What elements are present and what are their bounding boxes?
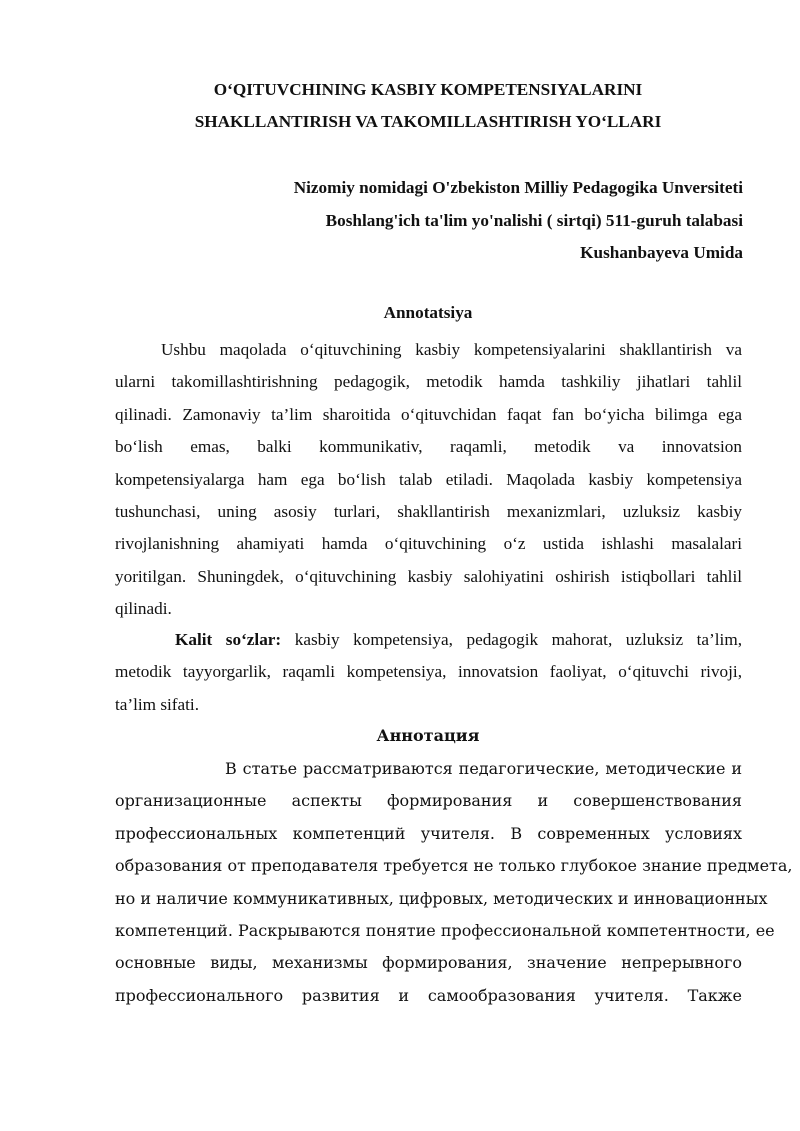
author-institution: Nizomiy nomidagi O'zbekiston Milliy Pedagogika Unversiteti xyxy=(293,178,743,197)
abstract-uz-line: tushunchasi, uning asosiy turlari, shakllantirish mexanizmlari, uzluksiz kasbiy xyxy=(115,501,742,521)
abstract-uz-line: kompetensiyalarga ham ega bo‘lish talab etiladi. Maqolada kasbiy kompetensiya xyxy=(115,469,742,489)
keywords-paragraph xyxy=(115,624,742,721)
abstract-uz-line: yoritilgan. Shuningdek, o‘qituvchining kasbiy salohiyatini oshirish istiqbollari tahlil xyxy=(115,566,742,586)
keywords-line-3: ta’lim sifati. xyxy=(115,694,200,714)
keywords-label: Kalit so‘zlar: xyxy=(175,630,282,649)
keywords-text-1: kasbiy kompetensiya, pedagogik mahorat, uzluksiz ta’lim, xyxy=(281,630,742,649)
abstract-ru-line: образования от преподавателя требуется не только глубокое знание предмета, xyxy=(115,856,793,876)
author-block xyxy=(294,172,743,270)
author-group: Boshlang'ich ta'lim yo'nalishi ( sirtqi) 511-guruh talabasi xyxy=(325,210,743,230)
abstract-ru-line: профессиональных компетенций учителя. В современных условиях xyxy=(115,823,742,843)
abstract-uz-line: rivojlanishning ahamiyati hamda o‘qituvchining o‘z ustida ishlashi masalalari xyxy=(115,534,742,554)
abstract-uz-line: qilinadi. Zamonaviy ta’lim sharoitida o‘qituvchidan faqat fan bo‘yicha bilimga ega xyxy=(115,404,742,424)
abstract-ru-line: компетенций. Раскрываются понятие профессиональной компетентности, ее xyxy=(115,920,775,940)
abstract-ru-line: но и наличие коммуникативных, цифровых, методических и инновационных xyxy=(115,888,768,908)
abstract-ru-line: В статье рассматриваются педагогические, методические и xyxy=(225,759,742,778)
abstract-ru-paragraph xyxy=(115,753,793,1012)
abstract-ru-line: профессионального развития и самообразования учителя. Также xyxy=(115,985,742,1005)
abstract-uz-paragraph xyxy=(115,334,742,626)
author-name: Kushanbayeva Umida xyxy=(580,243,743,262)
keywords-line-2: metodik tayyorgarlik, raqamli kompetensiya, innovatsion faoliyat, o‘qituvchi rivoji, xyxy=(115,662,742,682)
abstract-uz-heading: Annotatsiya xyxy=(383,303,473,322)
abstract-ru-line: организационные аспекты формирования и совершенствования xyxy=(115,791,742,811)
abstract-uz-line: bo‘lish emas, balki kommunikativ, raqamli, metodik va innovatsion xyxy=(115,437,742,457)
abstract-uz-line: ularni takomillashtirishning pedagogik, metodik hamda tashkiliy jihatlari tahlil xyxy=(115,372,742,392)
article-title xyxy=(110,74,746,138)
title-line-2: SHAKLLANTIRISH VA TAKOMILLASHTIRISH YO‘LLARI xyxy=(194,112,662,131)
abstract-uz-line: qilinadi. xyxy=(115,599,172,619)
title-line-1: O‘QITUVCHINING KASBIY KOMPETENSIYALARINI xyxy=(213,80,643,99)
abstract-uz-line: Ushbu maqolada o‘qituvchining kasbiy kompetensiyalarini shakllantirish va xyxy=(161,340,742,359)
abstract-ru-heading: Аннотация xyxy=(376,726,480,745)
keywords-line-1 xyxy=(115,624,742,656)
abstract-ru-line: основные виды, механизмы формирования, значение непрерывного xyxy=(115,953,742,973)
